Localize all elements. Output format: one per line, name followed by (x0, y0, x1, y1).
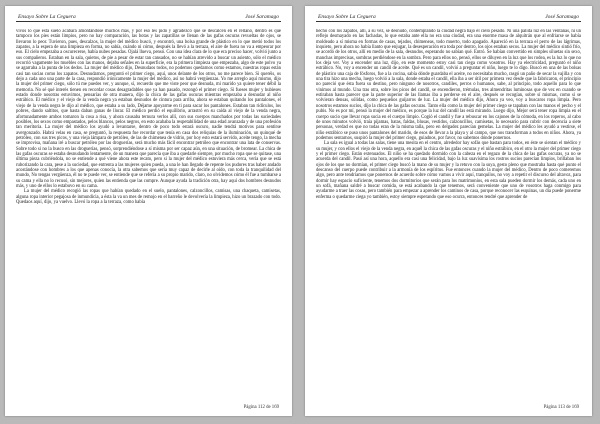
page-body-text (316, 29, 581, 397)
page-number: Página 113 de 169 (543, 405, 579, 410)
header-author: José Saramago (245, 14, 279, 20)
paragraph: La sala es igual a todas las salas, tiene una mesita en el centro, alrededor hay sofás que bastan para todos, en éste se sientan el médico y su mujer, y con ellos el viejo de la venda negra, en aquél la chica de las gafas oscuras y el niño estrábico, en el otro la mujer del primer ciego y el primer ciego. Están extenuados. El niño se ha quedado dormido con la cabeza en el regazo de la chica de las gafas oscuras, ya no se acuerda del candil. Pasó así una hora, aquello era casi una felicidad, bajo la luz suavísima los rostros sucios parecían limpios, brillaban los ojos de los que no dormían, el primer ciego buscó la mano de su mujer y la retuvo con la suya, gesto pleno que mostraba hasta qué punto el descanso del cuerpo puede contribuir a la armonía de los espíritus. Fue entonces cuando la mujer del médico, Dentro de poco comeremos algo, pero ante tendríamos que ponernos de acuerdo sobre cómo vamos a vivir aquí, tranquilos, no voy a repetir el discurso del altavoz, para dormir hay espacio suficiente, tenemos dos dormitorios que serán para los matrimonios, en esta sala pueden dormir los demás, cada uno en un sofá, mañana saldré a buscar comida, se está acabando la que tenemos, será conveniente que uno de vosotros haga conmigo para ayudarme a traer las cosas, pero también para empezar a aprender los caminos de casa, porque reconocer las esquinas, un día puede ponerme enferma o quedarme ciega yo también, estoy siempre esperando que eso ocurra, entonces tendré que aprender de (316, 141, 581, 200)
page-header (316, 14, 581, 22)
header-author: José Saramago (545, 14, 579, 20)
paragraph: hecho con los zapatos, allí, a su vez, se desnudó, contemplando la ciudad negra bajo el cielo pesado. Ni una pálida luz en las ventanas, ni un reflejo desmayado en las fachadas, lo que estaba ante ella no era una ciudad, era una enorme masa de alquitrán que al enfriarse se había moldeado a sí misma en formas de casas, tejados, chimeneas, todo muerto, todo apagado. Apareció en la terraza el perro de las lágrimas, inquieto, pero ahora no había llanto que enjugar, la desesperación era toda por dentro, los ojos estaban secos. La mujer del médico sintió frío, se acordó de los otros, allí en medio de la sala, desnudos, esperando no sabían qué. Entró. Se habían convertido en simples siluetas sin sexo, manchas imprecisas, sombras perdiéndose en la sombra. Pero para ellos no, pensó, ellos se diluyen en la luz que los rodea, es la luz lo que no los deja ver. Voy a encender una luz, dijo, en este momento estoy casi tan ciega como vosotros. Hay ya electricidad, preguntó el niño estrábico. No, voy a encender un candil de aceite. Qué es un candil, volvió a preguntar el niño, luego te lo digo. Buscó en una de las bolsas de plástico una caja de fósforos, fue a la cocina, sabía dónde guardaba el aceite, no necesitaba mucho, rasgó un paño de secar la vajilla y con una tira hizo una mecha, luego volvió a la sala, donde estaba el candil, ella iba a ser útil por primera vez desde que la fabricaron, el principio no pareció que ésta fuera su destino, pero ninguno de nosotros, candiles, perros o humanos, sabe, al principio, todo aquello para lo que vinimos al mundo. Una tras otra, sobre los picos del candil, se encendieron, trémulas, tres almendritas luminosas que de vez en cuando se estiraban hasta parecer que la parte superior de las llamas iba a perderse en el aire, después se recogían, sobre sí mismas, como si se volvieran densas, sólidas, como pequeños guijarros de luz. La mujer del médico dijo, Ahora ya veo, voy a buscaros ropa limpia. Pero nosotros estamos sucios, dijo la chica de las gafas oscuras. Tanto ella como la mujer del primer ciego se tapaban con las manos el pecho y el pubis. No es por mí, pensó la mujer del médico, es porque la luz del candil las está mirando. Luego dijo, Mejor será tener ropa limpia en el cuerpo sucio que llevar ropa sucia en el cuerpo limpio. Cogió el candil y fue a rebuscar en los cajones de la cómoda, en los roperos, al cabo de unos minutos volvió, traía pijamas, batas, faldas, blusas, vestidos, calzoncillos, camisetas, lo necesario para cubrir con decencia a siete personas, verdad es que no todas eran de la misma talla, pero en delgadez parecían gemelas. La mujer del médico les ayudó a vestirse, el niño estrábico se puso unos pantalones del marido, de esos de llevar a la playa y al campo, que nos transforman a todos en niños. Ahora, ya podemos sentarnos, suspiró la mujer del primer ciego, guiadnos, por favor, no sabemos dónde ponernos. (316, 29, 581, 141)
page-112 (5, 6, 292, 416)
header-book-title: Ensayo Sobre La Ceguera (318, 14, 376, 20)
paragraph: La mujer del médico recogió las ropas que habían quedado en el suelo, pantalones, calzoncillos, camisas, una chaqueta, camisetas, alguna ropa interior pegajosa de inmundicia, a ésta la va un mes de remojo en el barreño le devolvería la limpieza, hizo un brazado con todo. Quedaos aquí, dijo, ya vuelvo. Llevó la ropa a la terraza, como había (16, 189, 281, 205)
page-113 (305, 6, 592, 416)
page-body-text (16, 29, 281, 397)
paragraph: vivos lo que está suelo acabará amontándose muchos más, y por eso les pido y agradezco que se descalcen en el rellano, dentro es que tampoco los pies están limpios, pero no hay comparación, las botas y las zapatillas se llenan de las gafas oscuras revueltas de ojos, se llevaron lo peor. Tuvieron, pues, descalzos, la mujer del médico buscó, y encontró, una bolsa grande de plástico en lo que metió todos los zapatos, a la espera de una limpieza en forma, no sabía, cuándo ni cómo, después la llevó a la terraza, el aire de fuera no va a empeorar por eso. El cielo empezaba a oscurecerse, había nubes pesadas. Ojalá llueva, pensó. Con una idea clara de lo que era preciso hacer, volvió junto a sus compañeros. Estaban en la sala, quietos, de pie a pesar de estar tan cansados, no se habían atrevido a buscar un asiento, sólo el médico recorrió vagamente los muebles con las manos, dejaba señales en la superficie, era la primera limpieza que empezaba, algo de este polvo ya se agarraba a la punta de los dedos. La mujer del médico dijo, Desnudaos todos, no podemos quedarnos como estamos, nuestras ropas están casi tan sucias como los zapatos. Desnudarnos, preguntó el primer ciego, aquí, unos delante de los otros, no me parece bien. Si queréis, os dejo a cada uno una parte de la casa, respondió irónicamente la mujer del médico, así no habrá vergüenzas. Yo me arreglo aquí mismo, dijo la mujer del primer ciego, sólo tú me puedes ver, y aunque, sí, recuerdo que me viste peor que desnuda, mi marido ya quiere tener débil la memoria. No sé qué interés tienen en recordar cosas desagradables que ya han pasado, rezongó el primer ciego. Si fueses mujer y hubieses estado donde nosotras estuvimos, pensarías de otra manera, dijo la chica de las gafas oscuras mientras empezaba a desnudar al niño estrábico. El médico y el viejo de la venda negra ya estaban desnudos de cintura para arriba, ahora se estaban quitando los pantalones, el viejo de la venda negra le dijo al médico, que estaba a su lado, Déjame apoyarme en ti para sacar los pantalones. Estaban tan ridículos, los pobres, dando saltitos, que hasta daban ganas de llorar. El médico perdió el equilibrio, arrastró en su caída al viejo de la venda negra, afortunadamente ambos tomaron la cosa a risa, y ahora causaba ternura verlos allí, con sus cuerpos manchados por todas las suciedades posibles, los sexos como empastados, pelos blancos, pelos negros, en esto acababa la respetabilidad de una edad avanzada y de una profesión tan meritoria. La mujer del médico los ayudó a levantarse, dentro de poco todo estará oscuro, nadie tendrá motivos para sentirse avergonzado. Habrá velas en casa, se preguntó, la respuesta fue recordar que tenía en casa dos reliquias de la iluminación, un quinqué de petróleo, con sus tres picos, y una vieja lámpara de petróleo, de las de chimenea de vidrio, por hoy esto estará servido, aceite tengo, la mecha se improvisa, mañana iré a buscar petróleo por las droguerías, será mucho más fácil encontrar petróleo que encontrar una lata de conservas. Sobre todo si no la busco en las droguerías, pensó, sorprendiéndose a sí misma por ser capaz aún, en una situación, de bromear. La chica de las gafas oscuras se estaba desnudando lentamente, de un manera que parecía que iba a quedarle siempre, por mucho ropa que se quitase, una última pieza cubriéndola, no se entiende a qué viene ahora este recato, pero si la mujer del médico estuviera más cerca, vería que se está ruborizando la cara, pese a la suciedad, que entrenta a las mujeres quien pueda, a una le han llegado de repente los pudores tras haber andado acostándose con hombres a los que apenas conocía, la otra sabemos que sería muy capaz de decirle al oído, con toda la tranquilidad del mundo, No tengas vergüenza, él no te puede ver, se entiende que se refería a su propio marido, claro, no olvidemos cómo él fue a tumbarse a su cama y ella no lo recusó, sin mejores, quien las entienda que las compre. Aunque ayuda la tradición otra, hay aquí dos hombres desnudos más, y uno de ellos lo estabuvo en su cama. (16, 29, 281, 189)
page-number: Página 112 de 169 (243, 405, 279, 410)
page-header (16, 14, 281, 22)
header-book-title: Ensayo Sobre La Ceguera (18, 14, 76, 20)
